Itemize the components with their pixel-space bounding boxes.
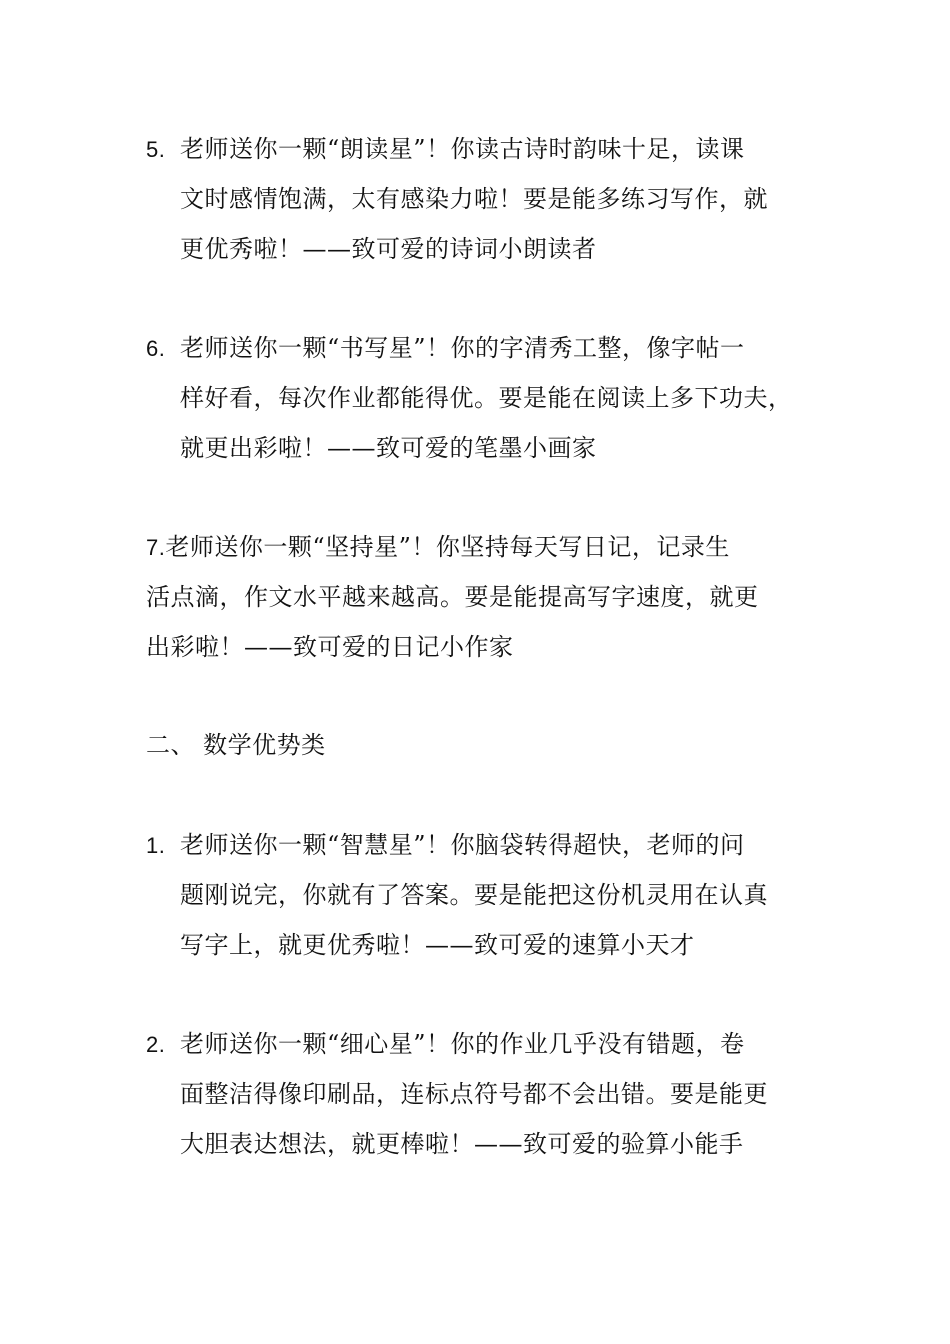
item-text-line: 老师送你一颗“智慧星”！你脑袋转得超快，老师的问 xyxy=(180,831,745,859)
item-text-line: 写字上，就更优秀啦！——致可爱的速算小天才 xyxy=(180,931,695,959)
list-item xyxy=(146,1019,836,1169)
item-text-line: 老师送你一颗“书写星”！你的字清秀工整，像字帖一 xyxy=(180,334,745,362)
item-text-line: 文时感情饱满，太有感染力啦！要是能多练习写作，就 xyxy=(180,185,768,213)
item-text-line: 老师送你一颗“细心星”！你的作业几乎没有错题，卷 xyxy=(180,1030,745,1058)
item-number: 5. xyxy=(146,137,166,162)
list-item xyxy=(146,820,836,970)
item-number: 7. xyxy=(146,535,166,560)
item-text-line: 样好看，每次作业都能得优。要是能在阅读上多下功夫， xyxy=(180,384,793,412)
item-number: 2. xyxy=(146,1032,166,1057)
list-item xyxy=(146,323,836,473)
item-text-line: 更优秀啦！——致可爱的诗词小朗读者 xyxy=(180,235,597,263)
item-text-line: 大胆表达想法，就更棒啦！——致可爱的验算小能手 xyxy=(180,1130,744,1158)
item-text-line: 就更出彩啦！——致可爱的笔墨小画家 xyxy=(180,434,597,462)
item-text-line: 老师送你一颗“朗读星”！你读古诗时韵味十足，读课 xyxy=(180,135,745,163)
item-number: 6. xyxy=(146,336,166,361)
item-text-line: 老师送你一颗“坚持星”！你坚持每天写日记，记录生 xyxy=(165,533,730,561)
item-text-line: 活点滴，作文水平越来越高。要是能提高写字速度，就更 xyxy=(146,583,759,611)
section-heading: 二、 数学优势类 xyxy=(146,731,326,759)
item-text-line: 出彩啦！——致可爱的日记小作家 xyxy=(146,633,514,661)
item-text-line: 题刚说完，你就有了答案。要是能把这份机灵用在认真 xyxy=(180,881,768,909)
list-item xyxy=(146,124,836,274)
item-text-line: 面整洁得像印刷品，连标点符号都不会出错。要是能更 xyxy=(180,1080,768,1108)
list-item xyxy=(146,522,836,672)
item-number: 1. xyxy=(146,833,166,858)
